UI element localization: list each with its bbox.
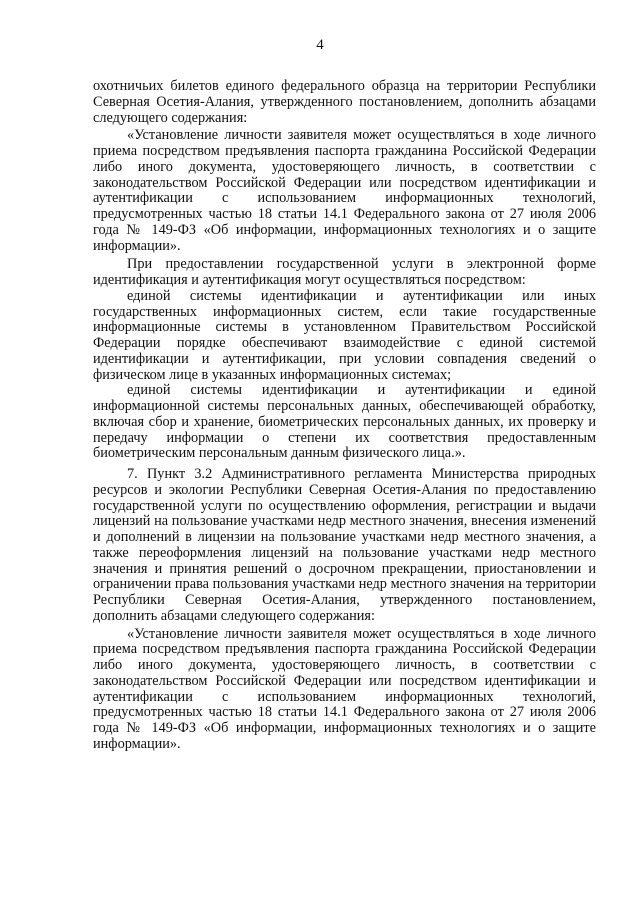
paragraph-electronic-form: При предоставлении государственной услуги в электронной форме идентификация и аутентификация могут осуществляться посредством: [93,256,596,288]
paragraph-biometric-systems: единой системы идентификации и аутентификации и единой информационной системы персональных данных, обеспечивающей обработку, включая сбор и хранение, биометрических персональных данных, их проверку и передачу информации о степени их соответствия предоставленным биометрическим персональным данным физического лица.». [93,382,596,462]
paragraph-quote-identification: «Установление личности заявителя может осуществляться в ходе личного приема посредством предъявления паспорта гражданина Российской Федерации либо иного документа, удостоверяющего личность, в соответствии с законодательством Российской Федерации или посредством идентификации и аутентификации с использованием информационных технологий, предусмотренных частью 18 статьи 14.1 Федерального закона от 27 июля 2006 года № 149-ФЗ «Об информации, информационных технологиях и о защите информации». [93,127,596,254]
document-body [93,79,596,753]
paragraph-esia-systems: единой системы идентификации и аутентификации или иных государственных информационных систем, если такие государственные информационные системы в установленном Правительством Российской Федерации порядке обеспечивают взаимодействие с единой системой идентификации и аутентификации, при условии совпадения сведений о физическом лице в указанных информационных системах; [93,287,596,383]
paragraph-item-7: 7. Пункт 3.2 Административного регламента Министерства природных ресурсов и экологии Республики Северная Осетия-Алания по предоставлению государственной услуги по осуществлению оформления, регистрации и выдачи лицензий на пользование участками недр местного значения, внесения изменений и дополнений в лицензии на пользование участками недр местного значения, а также переоформления лицензий на пользование участками недр местного значения и принятия решений о досрочном прекращении, приостановлении и ограничении права пользования участками недр местного значения на территории Республики Северная Осетия-Алания, утвержденного постановлением, дополнить абзацами следующего содержания: [93,466,596,624]
paragraph-continuation: охотничьих билетов единого федерального образца на территории Республики Северная Осетия-Алания, утвержденного постановлением, дополнить абзацами следующего содержания: [93,78,596,126]
page-number: 4 [316,37,324,53]
paragraph-quote-identification-2: «Установление личности заявителя может осуществляться в ходе личного приема посредством предъявления паспорта гражданина Российской Федерации либо иного документа, удостоверяющего личность, в соответствии с законодательством Российской Федерации или посредством идентификации и аутентификации с использованием информационных технологий, предусмотренных частью 18 статьи 14.1 Федерального закона от 27 июля 2006 года № 149-ФЗ «Об информации, информационных технологиях и о защите информации». [93,625,596,752]
